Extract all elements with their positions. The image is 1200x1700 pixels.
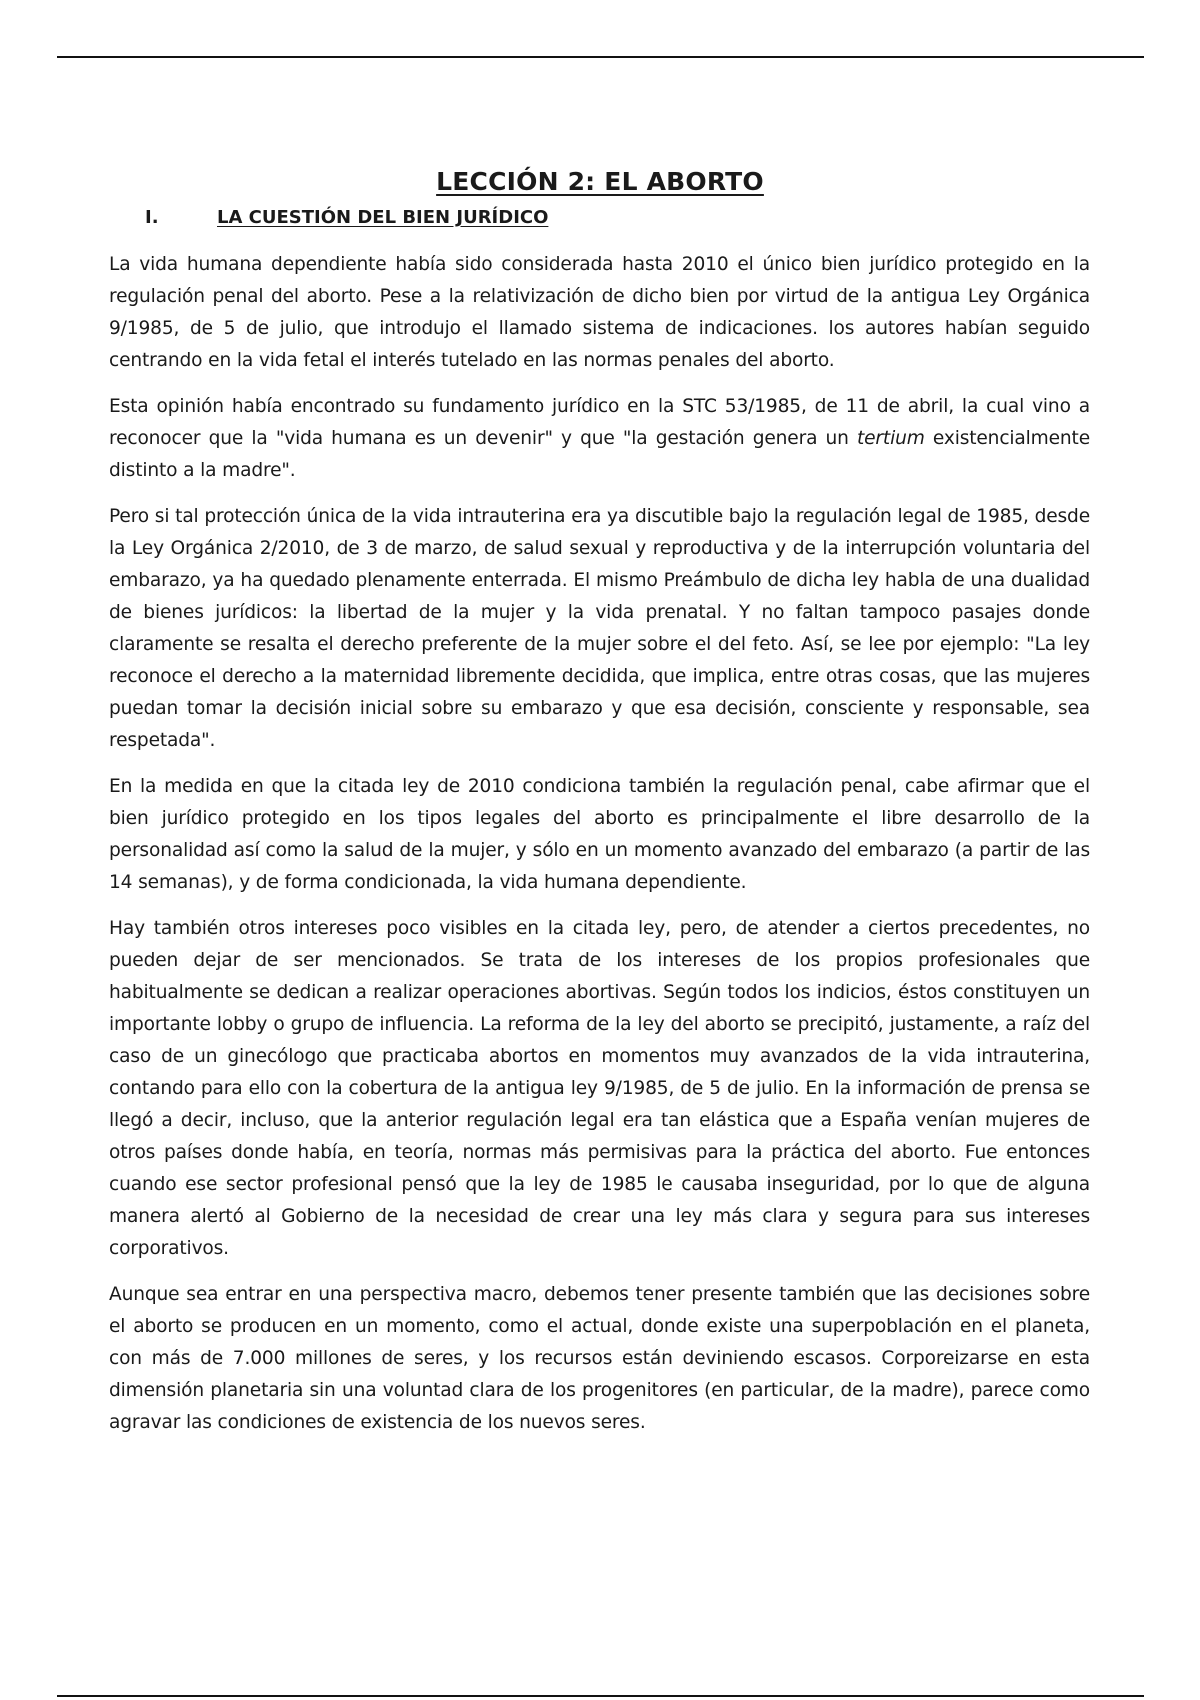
section-title: LA CUESTIÓN DEL BIEN JURÍDICO [217, 207, 549, 228]
paragraph-2: Esta opinión había encontrado su fundamento jurídico en la STC 53/1985, de 11 de abril, la cual vino a reconocer que la "vida humana es un devenir" y que "la gestación genera un tertium existencialmente distinto a la madre". [109, 396, 1090, 481]
italic-term: tertium [857, 428, 925, 449]
footer-rule [57, 1695, 1144, 1697]
section-number: I. [145, 207, 159, 228]
header-rule [57, 56, 1144, 58]
section-heading [145, 207, 548, 228]
paragraph-1: La vida humana dependiente había sido considerada hasta 2010 el único bien jurídico protegido en la regulación penal del aborto. Pese a la relativización de dicho bien por virtud de la antigua Ley Orgánica 9/1985, de 5 de julio, que introdujo el llamado sistema de indicaciones. los autores habían seguido centrando en la vida fetal el interés tutelado en las normas penales del aborto. [109, 254, 1090, 371]
document-body [109, 249, 1090, 1453]
paragraph-3: Pero si tal protección única de la vida intrauterina era ya discutible bajo la regulación legal de 1985, desde la Ley Orgánica 2/2010, de 3 de marzo, de salud sexual y reproductiva y de la interrupción voluntaria del embarazo, ya ha quedado plenamente enterrada. El mismo Preámbulo de dicha ley habla de una dualidad de bienes jurídicos: la libertad de la mujer y la vida prenatal. Y no faltan tampoco pasajes donde claramente se resalta el derecho preferente de la mujer sobre el del feto. Así, se lee por ejemplo: "La ley reconoce el derecho a la maternidad libremente decidida, que implica, entre otras cosas, que las mujeres puedan tomar la decisión inicial sobre su embarazo y que esa decisión, consciente y responsable, sea respetada". [109, 506, 1090, 751]
paragraph-4: En la medida en que la citada ley de 2010 condiciona también la regulación penal, cabe afirmar que el bien jurídico protegido en los tipos legales del aborto es principalmente el libre desarrollo de la personalidad así como la salud de la mujer, y sólo en un momento avanzado del embarazo (a partir de las 14 semanas), y de forma condicionada, la vida humana dependiente. [109, 776, 1090, 893]
paragraph-6: Aunque sea entrar en una perspectiva macro, debemos tener presente también que las decisiones sobre el aborto se producen en un momento, como el actual, donde existe una superpoblación en el planeta, con más de 7.000 millones de seres, y los recursos están deviniendo escasos. Corporeizarse en esta dimensión planetaria sin una voluntad clara de los progenitores (en particular, de la madre), parece como agravar las condiciones de existencia de los nuevos seres. [109, 1284, 1090, 1433]
page-title: LECCIÓN 2: EL ABORTO [436, 166, 764, 196]
paragraph-5: Hay también otros intereses poco visibles en la citada ley, pero, de atender a ciertos precedentes, no pueden dejar de ser mencionados. Se trata de los intereses de los propios profesionales que habitualmente se dedican a realizar operaciones abortivas. Según todos los indicios, éstos constituyen un importante lobby o grupo de influencia. La reforma de la ley del aborto se precipitó, justamente, a raíz del caso de un ginecólogo que practicaba abortos en momentos muy avanzados de la vida intrauterina, contando para ello con la cobertura de la antigua ley 9/1985, de 5 de julio. En la información de prensa se llegó a decir, incluso, que la anterior regulación legal era tan elástica que a España venían mujeres de otros países donde había, en teoría, normas más permisivas para la práctica del aborto. Fue entonces cuando ese sector profesional pensó que la ley de 1985 le causaba inseguridad, por lo que de alguna manera alertó al Gobierno de la necesidad de crear una ley más clara y segura para sus intereses corporativos. [109, 918, 1090, 1259]
